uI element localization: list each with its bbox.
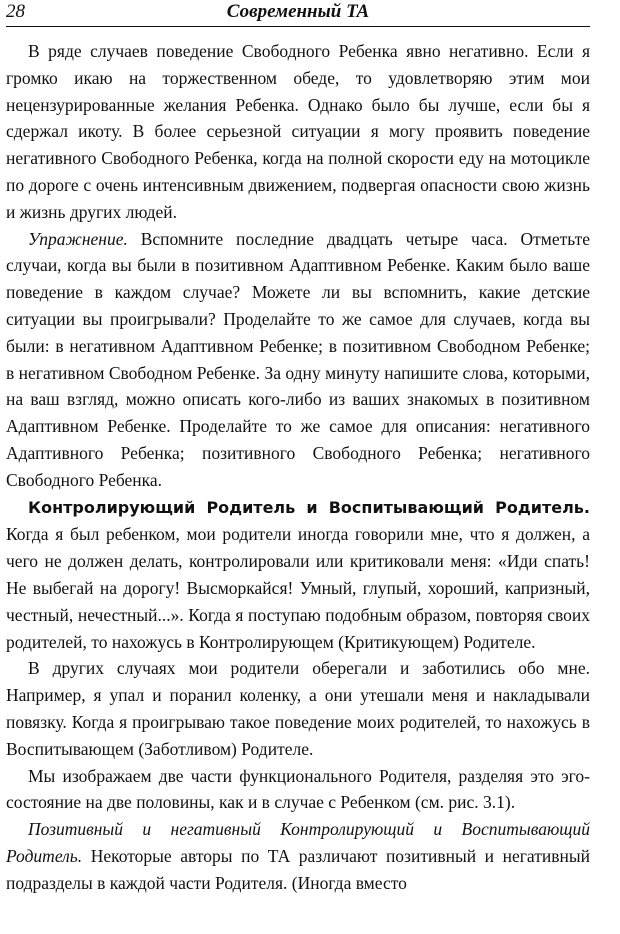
book-page: [6, 0, 590, 897]
paragraph-functional-parent: Мы изображаем две части функционального Родителя, разделяя это эго-состояние на две половины, как и в случае с Ребенком (см. рис. 3.1).: [6, 765, 590, 813]
paragraph-nurturing-parent: В других случаях мои родители оберегали и заботились обо мне. Например, я упал и поранил коленку, а они утешали меня и накладывали повязку. Когда я проигрываю такое поведение моих родителей, то нахожусь в Воспитывающем (Заботливом) Родителе.: [6, 658, 590, 759]
paragraph-exercise: [6, 226, 590, 494]
subsection-text: Некоторые авторы по ТА различают позитивный и негативный подразделы в каждой части Родителя. (Иногда вместо: [6, 845, 590, 893]
section-heading: Контролирующий Родитель и Воспитывающий Родитель.: [28, 497, 590, 517]
running-title: Современный ТА: [226, 1, 370, 22]
paragraph-controlling-parent: [6, 494, 590, 656]
page-number: 28: [6, 1, 25, 22]
exercise-text: Вспомните последние двадцать четыре часа. Отметьте случаи, когда вы были в позитивном Адаптивном Ребенке. Каким было ваше поведение в каждом случае? Можете ли вы вспомнить, какие детские ситуации вы проигрывали? Проделайте то же самое для случаев, когда вы были: в негативном Адаптивном Ребенке; в позитивном Свободном Ребенке; в негативном Свободном Ребенке. За одну минуту напишите слова, которыми, на ваш взгляд, можно описать кого-либо из ваших знакомых в позитивном Адаптивном Ребенке. Проделайте то же самое для описания: негативного Адаптивного Ребенка; позитивного Свободного Ребенка; негативного Свободного Ребенка.: [6, 228, 590, 490]
page-body: [6, 38, 590, 897]
exercise-label: Упражнение.: [28, 228, 128, 249]
page-header: [6, 0, 590, 27]
subsection-label: Позитивный и негативный Контролирующий и Воспитывающий Родитель.: [6, 819, 590, 866]
controlling-parent-text: Когда я был ребенком, мои родители иногда говорили мне, что я должен, а чего не должен делать, контролировали или критиковали меня: «Иди спать! Не выбегай на дорогу! Высморкайся! Умный, глупый, хороший, капризный, честный, нечестный...». Когда я поступаю подобным образом, повторяя своих родителей, то нахожусь в Контролирующем (Критикующем) Родителе.: [6, 524, 590, 652]
paragraph-free-child-negative: В ряде случаев поведение Свободного Ребенка явно негативно. Если я громко икаю на торжественном обеде, то удовлетворяю этим мои нецензурированные желания Ребенка. Однако было бы лучше, если бы я сдержал икоту. В более серьезной ситуации я могу проявить поведение негативного Свободного Ребенка, когда на полной скорости еду на мотоцикле по дороге с очень интенсивным движением, подвергая опасности свою жизнь и жизнь других людей.: [6, 41, 590, 222]
paragraph-positive-negative: [6, 816, 590, 896]
